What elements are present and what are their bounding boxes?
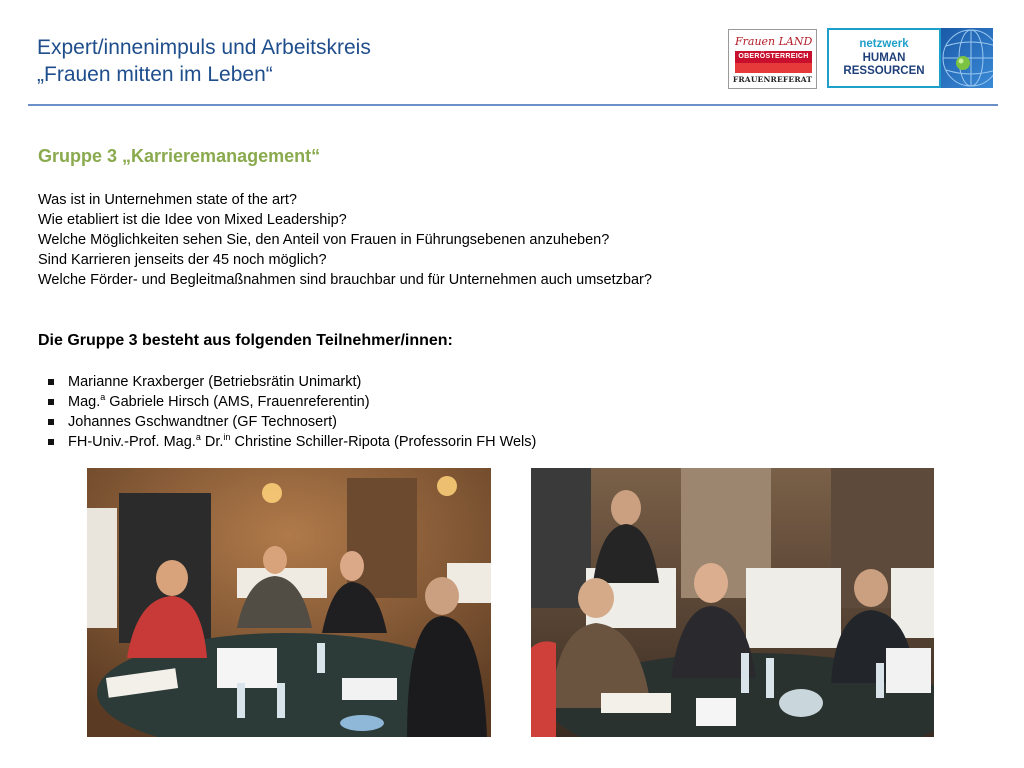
member-item: Marianne Kraxberger (Betriebsrätin Unimarkt) bbox=[38, 372, 536, 392]
question-item: Wie etabliert ist die Idee von Mixed Leadership? bbox=[38, 212, 347, 228]
question-item: Welche Förder- und Begleitmaßnahmen sind brauchbar und für Unternehmen auch umsetzbar? bbox=[38, 272, 652, 288]
group-photo-2 bbox=[531, 468, 934, 737]
slide-title bbox=[37, 34, 371, 88]
slide-title-line2: „Frauen mitten im Leben“ bbox=[37, 63, 273, 86]
member-item: Johannes Gschwandtner (GF Technosert) bbox=[38, 412, 536, 432]
question-item: Welche Möglichkeiten sehen Sie, den Anteil von Frauen in Führungsebenen anzuheben? bbox=[38, 232, 610, 248]
header-divider bbox=[28, 104, 998, 106]
member-item: FH-Univ.-Prof. Mag.$^a$ Dr.$^{in}$ Christine Schiller-Ripota (Professorin FH Wels) bbox=[38, 432, 536, 452]
frauenland-logo-stripe bbox=[735, 63, 812, 73]
netzwerk-logo-box bbox=[827, 28, 941, 88]
group-photo-1 bbox=[87, 468, 491, 737]
frauenland-logo-band: OBERÖSTERREICH bbox=[735, 51, 812, 63]
netzwerk-logo-line2 bbox=[829, 52, 939, 78]
globe-icon bbox=[941, 28, 993, 88]
netzwerk-logo-human: HUMAN bbox=[862, 52, 906, 64]
frauenland-logo bbox=[728, 29, 817, 89]
question-list bbox=[38, 190, 652, 290]
question-item: Was ist in Unternehmen state of the art? bbox=[38, 192, 297, 208]
member-list bbox=[38, 372, 536, 452]
frauenland-logo-bottom: FRAUENREFERAT bbox=[732, 75, 813, 84]
slide-title-line1: Expert/innenimpuls und Arbeitskreis bbox=[37, 36, 371, 59]
frauenland-logo-top: Frauen LAND bbox=[735, 35, 813, 48]
member-item: Mag.$^a$ Gabriele Hirsch (AMS, Frauenreferentin) bbox=[38, 392, 536, 412]
netzwerk-logo-line1: netzwerk bbox=[859, 38, 909, 50]
members-heading: Die Gruppe 3 besteht aus folgenden Teilnehmer/innen: bbox=[38, 332, 453, 349]
netzwerk-logo bbox=[827, 28, 993, 90]
netzwerk-logo-ressourcen: RESSOURCEN bbox=[843, 65, 925, 77]
question-item: Sind Karrieren jenseits der 45 noch möglich? bbox=[38, 252, 327, 268]
group-title: Gruppe 3 „Karrieremanagement“ bbox=[38, 146, 321, 166]
